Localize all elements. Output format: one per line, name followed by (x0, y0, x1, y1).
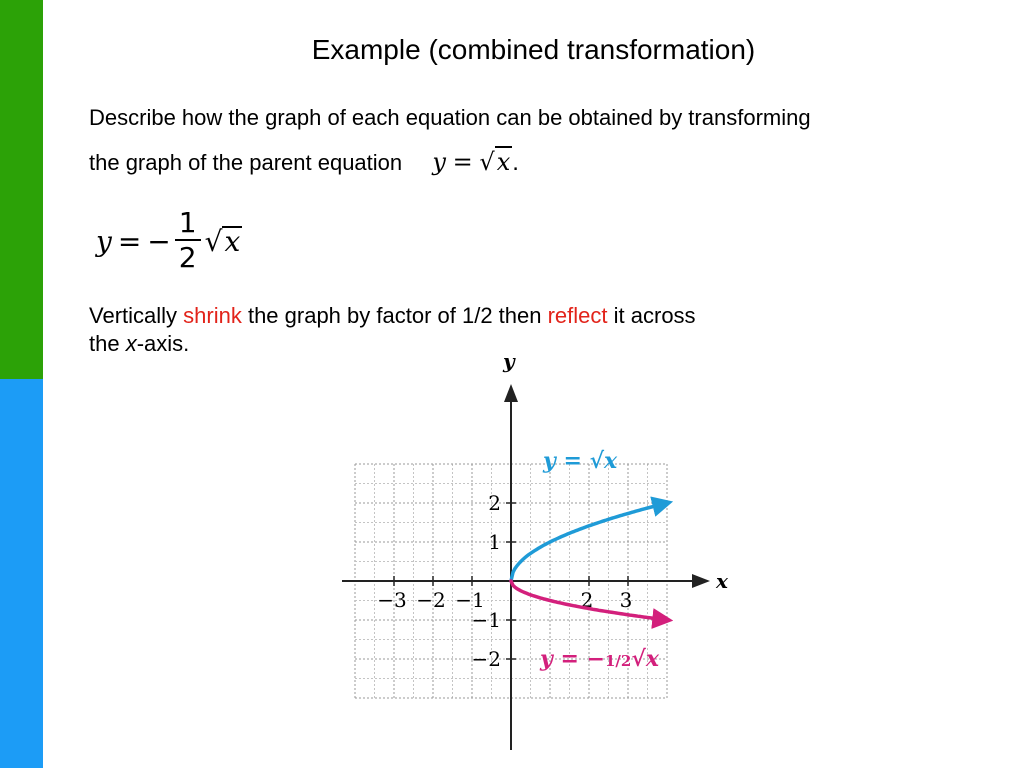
parent-eq-equals: = (452, 148, 473, 176)
y-tick-label: −1 (471, 608, 501, 632)
parent-eq-radicand: x (496, 148, 511, 176)
label-radical: √ (631, 646, 646, 672)
label-lhs: y (543, 448, 556, 474)
x-axis-arrow-icon (692, 574, 710, 588)
x-tick-label: 2 (580, 588, 594, 612)
label-eq: = (552, 646, 587, 672)
y-axis-arrow-icon (504, 384, 518, 402)
x-tick-label: −3 (377, 588, 407, 612)
x-tick-label: 3 (619, 588, 633, 612)
y-axis-label: y (503, 349, 515, 373)
label-fraction: 1/2 (605, 652, 632, 670)
given-eq-equals: = (117, 224, 142, 258)
y-tick-label: 1 (488, 530, 501, 554)
given-eq-sign: − (147, 224, 171, 258)
answer-text-1: Vertically (89, 303, 184, 328)
label-eq: = (555, 448, 590, 474)
x-tick-label: −2 (416, 588, 446, 612)
given-eq-denominator: 2 (178, 241, 197, 274)
answer-var-x: x (125, 331, 137, 356)
answer-text-3: it across (607, 303, 696, 328)
parent-eq-radical: √ (479, 148, 495, 176)
slide-title: Example (combined transformation) (311, 34, 756, 65)
keyword-reflect: reflect (547, 303, 608, 328)
given-eq-radical: √ (204, 224, 223, 258)
given-eq-lhs: y (96, 224, 112, 258)
answer-text-5: -axis. (136, 331, 190, 356)
x-axis-label: x (716, 569, 728, 593)
x-tick-label: −1 (455, 588, 485, 612)
answer-text-4: the (89, 331, 126, 356)
label-sign: − (586, 646, 605, 672)
prompt-line-1: Describe how the graph of each equation can be obtained by transforming (89, 105, 811, 130)
parent-eq-period: . (512, 149, 519, 176)
series-label-neg-half-sqrt (539, 646, 660, 672)
label-lhs: y (540, 646, 553, 672)
y-tick-label: −2 (471, 647, 501, 671)
given-eq-numerator: 1 (178, 206, 197, 239)
label-radical: √ (589, 448, 605, 474)
y-tick-label: 2 (488, 491, 501, 515)
label-radicand: x (645, 646, 659, 672)
chart-series-labels (539, 448, 660, 672)
parent-eq-lhs: y (432, 148, 446, 176)
prompt-line-2-text: the graph of the parent equation (89, 150, 403, 175)
given-eq-radicand: x (224, 225, 241, 258)
answer-text-2: the graph by factor of 1/2 then (241, 303, 548, 328)
label-radicand: x (604, 448, 618, 474)
series-label-sqrt (542, 448, 618, 474)
keyword-shrink: shrink (183, 303, 242, 328)
